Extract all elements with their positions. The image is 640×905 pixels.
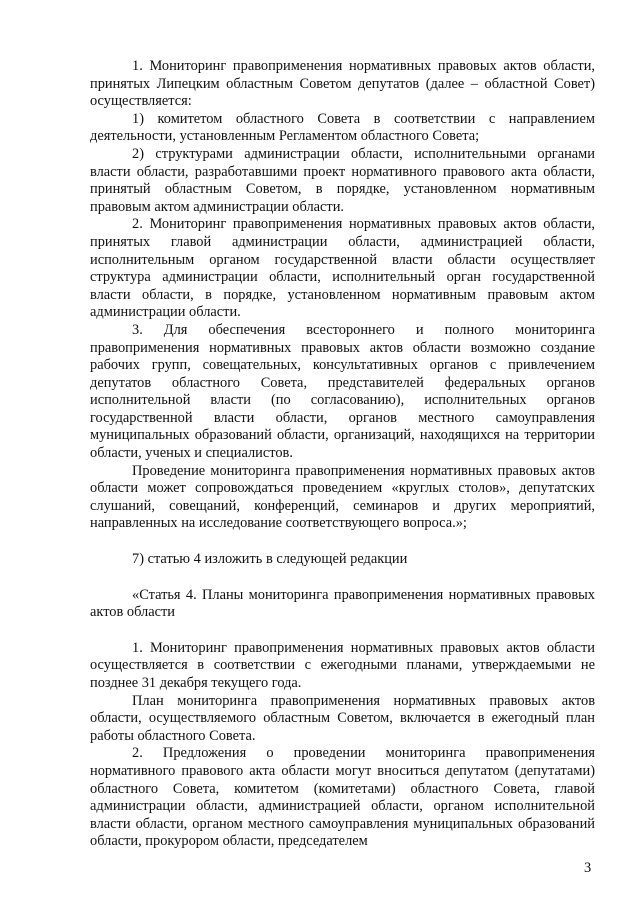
paragraph-2-monitoring-administration: 2. Мониторинг правоприменения нормативных правовых актов области, принятых главой администрации области, администрацией области, исполнительным органом государственной власти области осуществляет структура администрации области, исполнительный орган государственной власти области, в порядке, установленном нормативным правовым актом администрации области. (90, 216, 595, 321)
paragraph-1-item-2: 2) структурами администрации области, исполнительными органами власти области, разработавшими проект нормативного правового акта области, принятый областным Советом, в порядке, установленном нормативным правовым актом администрации области. (90, 145, 595, 215)
spacer (90, 533, 595, 551)
spacer (90, 622, 595, 640)
amendment-item-7: 7) статью 4 изложить в следующей редакции (132, 551, 408, 568)
article-4-heading: «Статья 4. Планы мониторинга правоприменения нормативных правовых актов области (90, 586, 595, 621)
paragraph-round-tables: Проведение мониторинга правоприменения нормативных правовых актов области может сопровождаться проведением «круглых столов», депутатских слушаний, совещаний, конференций, семинаров и других мероприятий, направленных на исследование соответствующего вопроса.»; (90, 462, 595, 532)
article-4-paragraph-2: 2. Предложения о проведении мониторинга правоприменения нормативного правового акта области могут вноситься депутатом (депутатами) областного Совета, комитетом (комитетами) областного Совета, главой администрации области, администрацией области, органом исполнительной власти области, органом местного самоуправления муниципальных образований области, прокурором области, председателем (90, 745, 595, 850)
article-4-plan-paragraph: План мониторинга правоприменения нормативных правовых актов области, осуществляемого областным Советом, включается в ежегодный план работы областного Совета. (90, 692, 595, 744)
page-number: 3 (584, 860, 592, 876)
paragraph-1-monitoring-council: 1. Мониторинг правоприменения нормативных правовых актов области, принятых Липецким областным Советом депутатов (далее – областной Совет) осуществляется: (90, 58, 595, 110)
document-body (90, 58, 595, 851)
paragraph-1-item-1: 1) комитетом областного Совета в соответствии с направлением деятельности, установленным Регламентом областного Совета; (90, 110, 595, 145)
paragraph-3-working-groups: 3. Для обеспечения всестороннего и полного мониторинга правоприменения нормативных правовых актов области возможно создание рабочих групп, совещательных, консультативных органов с привлечением депутатов областного Совета, представителей федеральных органов исполнительной власти (по согласованию), исполнительных органов государственной власти области, органов местного самоуправления муниципальных образований области, организаций, находящихся на территории области, ученых и специалистов. (90, 321, 595, 462)
article-4-paragraph-1: 1. Мониторинг правоприменения нормативных правовых актов области осуществляется в соответствии с ежегодными планами, утверждаемыми не позднее 31 декабря текущего года. (90, 639, 595, 691)
spacer (90, 569, 595, 587)
